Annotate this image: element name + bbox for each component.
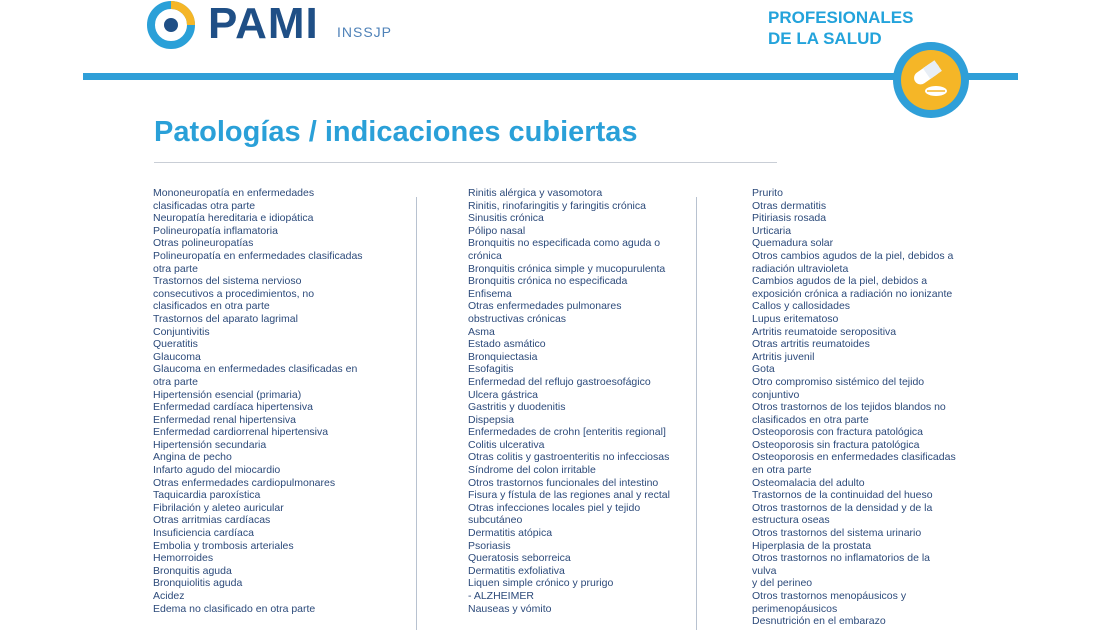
pathology-item: Otros trastornos de la densidad y de la estructura oseas	[752, 501, 933, 527]
pathology-item: Bronquiectasia	[468, 350, 538, 363]
pami-logo-icon	[147, 1, 195, 49]
pathology-item: Embolia y trombosis arteriales	[153, 539, 294, 552]
pathology-item: Dispepsia	[468, 413, 515, 426]
pathology-item: Edema no clasificado en otra parte	[153, 602, 316, 615]
pathology-item: Artritis juvenil	[752, 350, 815, 363]
pathology-item: Estado asmático	[468, 338, 546, 351]
pathology-item: Hiperplasia de la prostata	[752, 539, 872, 552]
pathology-item: Osteoporosis sin fractura patológica	[752, 438, 920, 451]
pathology-item: Glaucoma en enfermedades clasificadas en otra parte	[153, 363, 358, 388]
pathology-item: Psoriasis	[468, 539, 511, 552]
pathology-item: Asma	[468, 325, 495, 338]
pathology-item: Otras infecciones locales piel y tejido subcutáneo	[468, 501, 641, 527]
pathology-item: Esofagitis	[468, 363, 514, 376]
pathology-item: Otras dermatitis	[752, 199, 827, 212]
pathology-item: Mononeuropatía en enfermedades clasificadas otra parte	[153, 187, 315, 212]
pathology-column-2	[468, 187, 683, 615]
pathology-item: Osteoporosis con fractura patológica	[752, 426, 924, 439]
pathology-item: Bronquitis aguda	[153, 564, 232, 577]
pathology-item: Síndrome del colon irritable	[468, 464, 596, 477]
pathology-item: Otros trastornos de los tejidos blandos no clasificados en otra parte	[752, 401, 946, 426]
pathology-item: Liquen simple crónico y prurigo	[468, 577, 614, 590]
pills-badge	[893, 42, 969, 118]
pathology-item: Bronquiolitis aguda	[153, 577, 243, 590]
pathology-item: Neuropatía hereditaria e idiopática	[153, 212, 314, 225]
pathology-item: Osteomalacia del adulto	[752, 476, 865, 489]
pathology-item: Bronquitis no especificada como aguda o crónica	[468, 237, 661, 262]
pathology-item: Fisura y fístula de las regiones anal y rectal	[468, 489, 670, 502]
pathology-item: Otras arritmias cardíacas	[153, 514, 271, 527]
pathology-item: Trastornos del aparato lagrimal	[153, 312, 298, 325]
profesionales-line1: PROFESIONALES	[768, 8, 914, 27]
pathology-item: Sinusitis crónica	[468, 212, 544, 225]
pathology-item: Infarto agudo del miocardio	[153, 464, 281, 477]
pathology-item: Fibrilación y aleteo auricular	[153, 501, 284, 514]
pathology-item: Polineuropatía en enfermedades clasificadas otra parte	[153, 249, 363, 275]
pathology-item: Hemorroides	[153, 552, 214, 565]
pathology-item: Otras polineuropatías	[153, 237, 254, 250]
pathology-item: Insuficiencia cardíaca	[153, 527, 254, 540]
pathology-item: Acidez	[153, 590, 185, 602]
pathology-item: Enfermedad cardiorrenal hipertensiva	[153, 426, 329, 439]
pathology-column-1	[153, 187, 368, 615]
pills-icon	[901, 50, 961, 110]
pathology-item: Enfisema	[468, 287, 512, 300]
pathology-item: Cambios agudos de la piel, debidos a exposición crónica a radiación no ionizante	[752, 275, 953, 300]
pathology-item: Angina de pecho	[153, 451, 232, 464]
pathology-item: Dermatitis exfoliativa	[468, 564, 565, 577]
pathology-item: Desnutrición en el embarazo	[752, 615, 886, 628]
pathology-item: Artritis reumatoide seropositiva	[752, 325, 897, 338]
pathology-item: Queratitis	[153, 338, 198, 351]
column-divider-2	[696, 197, 697, 630]
pathology-item: Prurito	[752, 187, 783, 199]
pathology-item: Otros trastornos del sistema urinario	[752, 527, 922, 540]
pathology-item: Nauseas y vómito	[468, 602, 552, 615]
pathology-item: Rinitis alérgica y vasomotora	[468, 187, 603, 199]
pathology-item: Dermatitis atópica	[468, 527, 553, 540]
logo-name: PAMI	[208, 0, 319, 48]
header-bar	[83, 73, 1018, 80]
pathology-item: Polineuropatía inflamatoria	[153, 224, 278, 237]
pathology-item: Gastritis y duodenitis	[468, 401, 566, 414]
pathology-item: Otras colitis y gastroenteritis no infecciosas	[468, 451, 670, 464]
pathology-item: Otras enfermedades pulmonares obstructivas crónicas	[468, 300, 622, 325]
pathology-item: Lupus eritematoso	[752, 312, 839, 325]
column-divider-1	[416, 197, 417, 630]
pathology-item: Otros trastornos no inflamatorios de la vulva y del perineo	[752, 552, 930, 590]
pathology-item: Bronquitis crónica simple y mucopurulenta	[468, 262, 666, 275]
pathology-item: - ALZHEIMER	[468, 590, 534, 602]
pathology-item: Hipertensión esencial (primaria)	[153, 388, 302, 401]
pathology-item: Urticaria	[752, 224, 792, 237]
logo-sub: INSSJP	[337, 24, 393, 40]
pathology-item: Quemadura solar	[752, 237, 834, 250]
profesionales-label	[768, 7, 913, 49]
title-rule	[154, 162, 777, 163]
pathology-item: Enfermedad renal hipertensiva	[153, 413, 297, 426]
pathology-item: Taquicardia paroxística	[153, 489, 261, 502]
pathology-item: Enfermedad del reflujo gastroesofágico	[468, 375, 651, 388]
pathology-item: Otras artritis reumatoides	[752, 338, 870, 351]
pathology-item: Otros cambios agudos de la piel, debidos a radiación ultravioleta	[752, 249, 954, 275]
pathology-item: Otro compromiso sistémico del tejido conjuntivo	[752, 375, 925, 401]
pathology-item: Otros trastornos menopáusicos y perimenopáusicos	[752, 590, 907, 615]
pathology-item: Pitiriasis rosada	[752, 212, 827, 225]
pathology-item: Pólipo nasal	[468, 224, 526, 237]
pathology-item: Enfermedad cardíaca hipertensiva	[153, 401, 313, 414]
pathology-item: Ulcera gástrica	[468, 388, 539, 401]
pathology-item: Enfermedades de crohn [enteritis regional]	[468, 426, 666, 439]
profesionales-line2: DE LA SALUD	[768, 29, 882, 48]
pathology-item: Trastornos de la continuidad del hueso	[752, 489, 933, 502]
pathology-item: Rinitis, rinofaringitis y faringitis crónica	[468, 199, 646, 212]
page-title: Patologías / indicaciones cubiertas	[154, 116, 638, 148]
pathology-item: Callos y callosidades	[752, 300, 851, 313]
pathology-column-3	[752, 187, 957, 628]
pathology-item: Bronquitis crónica no especificada	[468, 275, 628, 288]
pathology-item: Colitis ulcerativa	[468, 438, 545, 451]
pathology-item: Osteoporosis en enfermedades clasificadas en otra parte	[752, 451, 956, 477]
pathology-item: Hipertensión secundaria	[153, 438, 267, 451]
pathology-item: Conjuntivitis	[153, 325, 210, 338]
pathology-item: Otros trastornos funcionales del intestino	[468, 476, 659, 489]
pathology-item: Queratosis seborreica	[468, 552, 571, 565]
pathology-item: Gota	[752, 363, 775, 376]
pathology-item: Otras enfermedades cardiopulmonares	[153, 476, 336, 489]
pathology-item: Glaucoma	[153, 350, 201, 363]
pathology-item: Trastornos del sistema nervioso consecutivos a procedimientos, no clasificados en otra parte	[153, 275, 315, 313]
